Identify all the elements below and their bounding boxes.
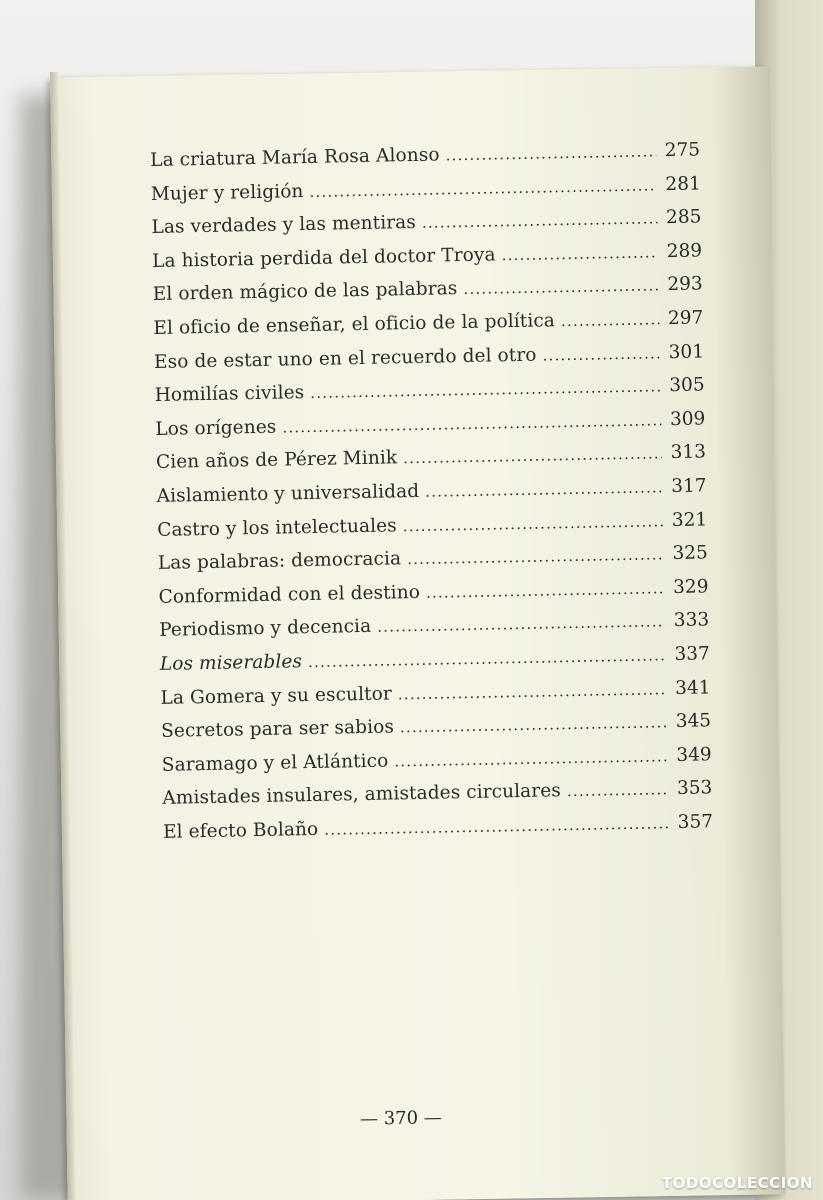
toc-entry-title: Conformidad con el destino [158,581,421,608]
toc-entry-title: Las palabras: democracia [157,548,402,575]
toc-dot-leader [422,209,658,232]
toc-dot-leader [282,411,661,436]
toc-dot-leader [394,747,668,770]
toc-entry-title: Eso de estar uno en el recuerdo del otro [153,344,537,373]
toc-entry-page: 313 [670,441,707,464]
toc-entry-page: 285 [665,206,702,229]
toc-dot-leader [567,780,669,800]
toc-dot-leader [308,646,666,671]
toc-entry-title: La historia perdida del doctor Troya [151,244,496,272]
toc-dot-leader [377,613,665,637]
toc-entry-title: Castro y los intelectuales [157,514,397,541]
toc-entry-title: Periodismo y decencia [159,616,372,642]
toc-entry-title: Los miserables [159,651,303,675]
toc-entry-page: 325 [672,542,709,565]
toc-entry-title: El efecto Bolaño [162,818,319,843]
toc-entry-page: 293 [667,273,703,296]
toc-entry-page: 309 [669,408,706,430]
toc-dot-leader [426,579,665,602]
toc-entry-page: 353 [676,777,713,800]
toc-entry-page: 275 [664,139,701,162]
toc-entry-title: El orden mágico de las palabras [152,278,458,306]
toc-entry-title: La Gomera y su escultor [160,682,393,709]
toc-dot-leader [310,377,661,402]
page-number: — 370 — [359,1107,442,1130]
toc-entry-page: 289 [666,240,703,262]
toc-entry-title: Saramago y el Atlántico [161,750,389,776]
toc-entry-page: 349 [676,744,712,766]
toc-entry-page: 333 [673,609,710,632]
toc-entry-title: Amistades insulares, amistades circulares [162,780,562,810]
toc-entry-title: El oficio de enseñar, el oficio de la política [153,310,556,339]
toc-entry-title: Aislamiento y universalidad [156,480,420,507]
toc-entry-title: Mujer y religión [150,180,304,205]
toc-dot-leader [463,277,659,299]
toc-dot-leader [425,478,663,501]
toc-entry-page: 357 [677,811,714,833]
toc-dot-leader [403,512,664,535]
toc-entry-page: 329 [672,576,709,598]
toc-dot-leader [324,814,669,839]
toc-entry-page: 345 [675,710,712,733]
toc-dot-leader [501,243,658,264]
toc-entry-title: Cien años de Pérez Minik [155,447,398,474]
table-of-contents [150,139,713,855]
toc-dot-leader [400,713,667,736]
toc-entry-title: Homilías civiles [154,382,305,407]
toc-dot-leader [309,176,657,201]
toc-entry-title: Las verdades y las mentiras [151,212,417,239]
toc-entry-page: 341 [674,676,711,699]
toc-entry-page: 321 [671,508,708,531]
toc-entry-page: 337 [674,643,710,665]
toc-entry-page: 281 [665,173,701,195]
toc-entry-page: 301 [668,340,705,363]
toc-entry-title: La criatura María Rosa Alonso [150,144,440,171]
toc-entry-page: 305 [669,374,705,397]
toc-entry-title: Los orígenes [155,416,277,440]
toc-dot-leader [542,344,660,364]
toc-dot-leader [398,680,667,703]
toc-dot-leader [445,142,656,164]
watermark-logo: TODOCOLECCION [661,1174,813,1192]
toc-entry-page: 317 [671,475,707,497]
toc-entry-page: 297 [667,307,704,330]
toc-dot-leader [403,445,662,468]
toc-dot-leader [561,310,660,330]
toc-entry-title: Secretos para ser sabios [160,716,395,742]
toc-dot-leader [407,545,664,568]
